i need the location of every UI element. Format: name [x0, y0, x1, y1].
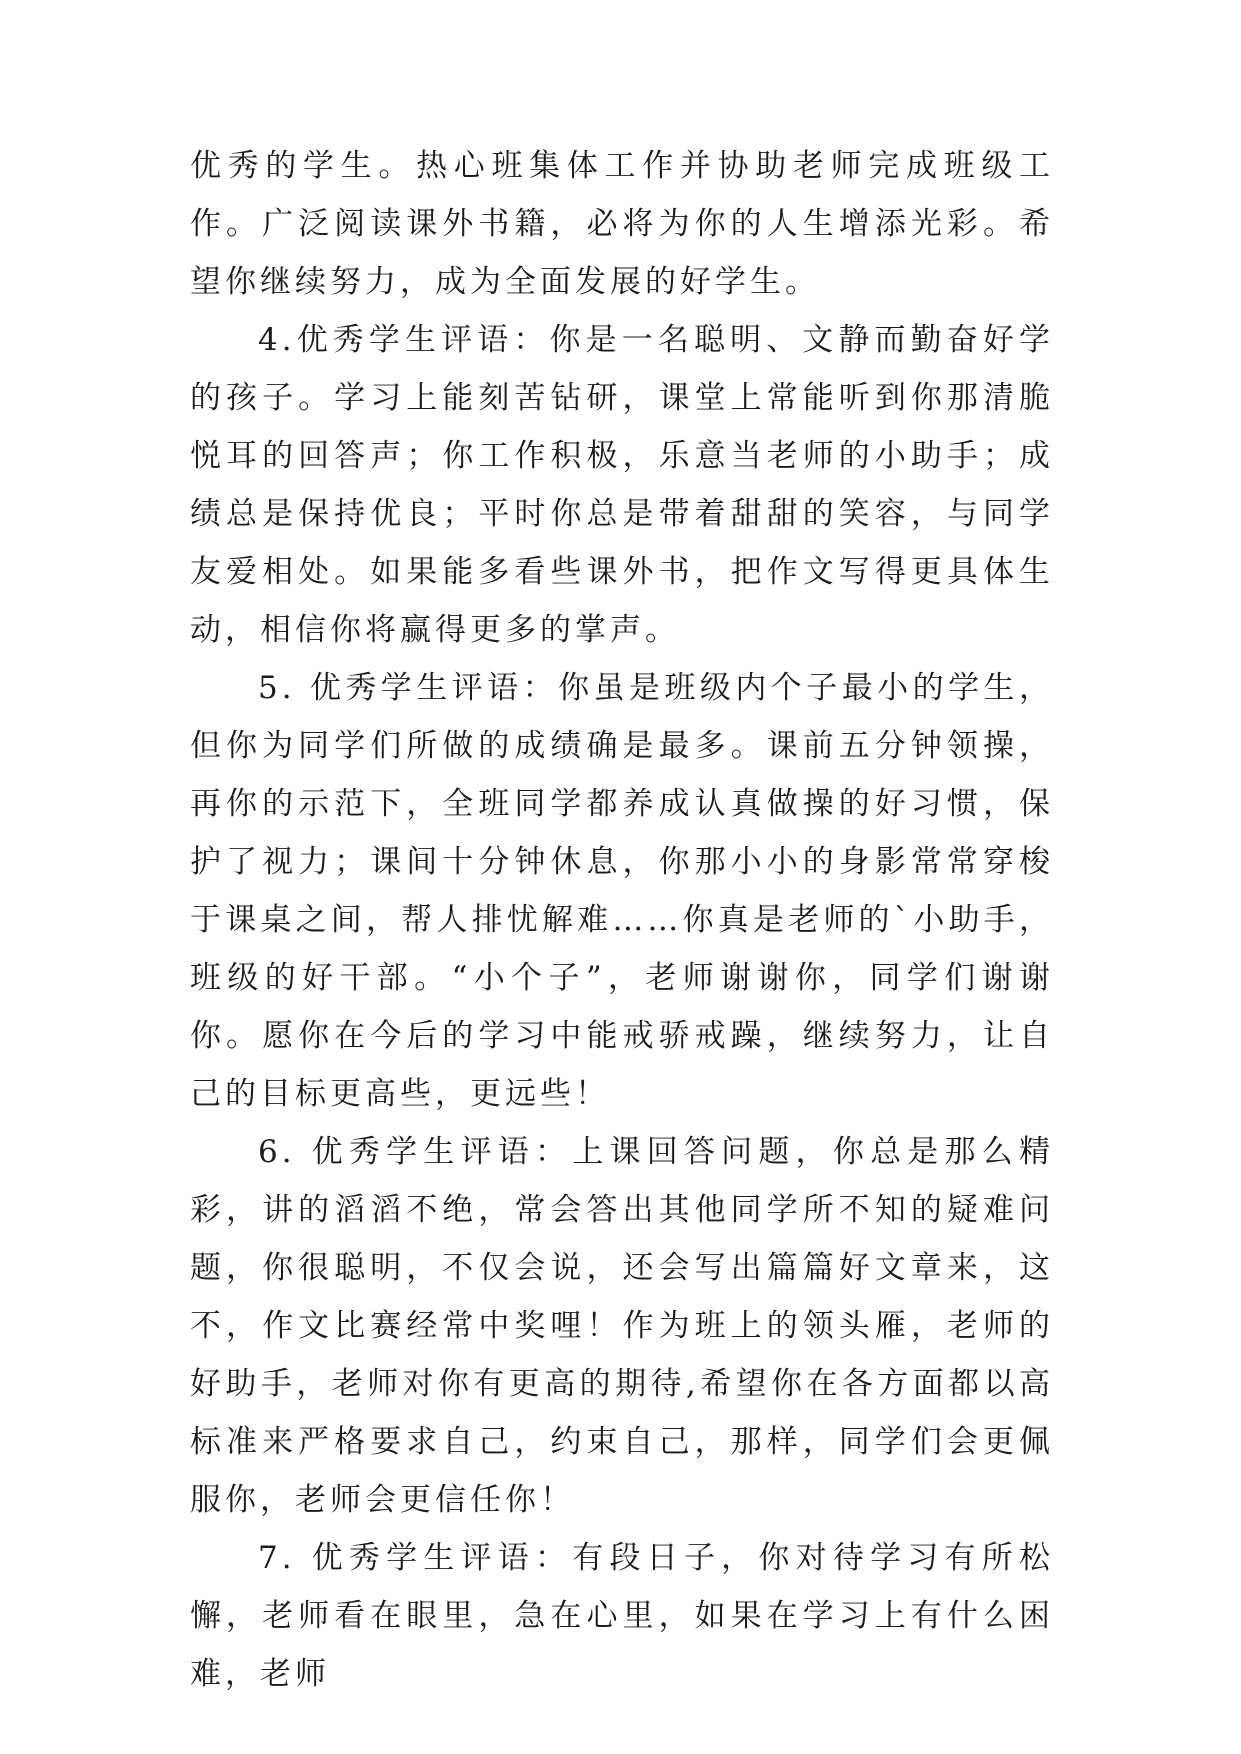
paragraph-comment-4: 4.优秀学生评语：你是一名聪明、文静而勤奋好学的孩子。学习上能刻苦钻研，课堂上常能听到你那清脆悦耳的回答声；你工作积极，乐意当老师的小助手；成绩总是保持优良；平时你总是带着甜甜的笑容，与同学友爱相处。如果能多看些课外书，把作文写得更具体生动，相信你将赢得更多的掌声。: [190, 322, 1054, 648]
paragraph-comment-5: 5. 优秀学生评语：你虽是班级内个子最小的学生，但你为同学们所做的成绩确是最多。课前五分钟领操，再你的示范下，全班同学都养成认真做操的好习惯，保护了视力；课间十分钟休息，你那小小的身影常常穿梭于课桌之间，帮人排忧解难……你真是老师的`小助手，班级的好干部。“小个子”，老师谢谢你，同学们谢谢你。愿你在今后的学习中能戒骄戒躁，继续努力，让自己的目标更高些，更远些！: [190, 670, 1054, 1112]
paragraph-continuation: 优秀的学生。热心班集体工作并协助老师完成班级工作。广泛阅读课外书籍，必将为你的人生增添光彩。希望你继续努力，成为全面发展的好学生。: [190, 148, 1054, 300]
paragraph-comment-7: 7. 优秀学生评语：有段日子，你对待学习有所松懈，老师看在眼里，急在心里，如果在学习上有什么困难，老师: [190, 1540, 1054, 1692]
paragraph-comment-6: 6. 优秀学生评语：上课回答问题，你总是那么精彩，讲的滔滔不绝，常会答出其他同学所不知的疑难问题，你很聪明，不仅会说，还会写出篇篇好文章来，这不，作文比赛经常中奖哩！作为班上的领头雁，老师的好助手，老师对你有更高的期待,希望你在各方面都以高标准来严格要求自己，约束自己，那样，同学们会更佩服你，老师会更信任你！: [190, 1134, 1054, 1518]
document-body: [190, 137, 1054, 1703]
